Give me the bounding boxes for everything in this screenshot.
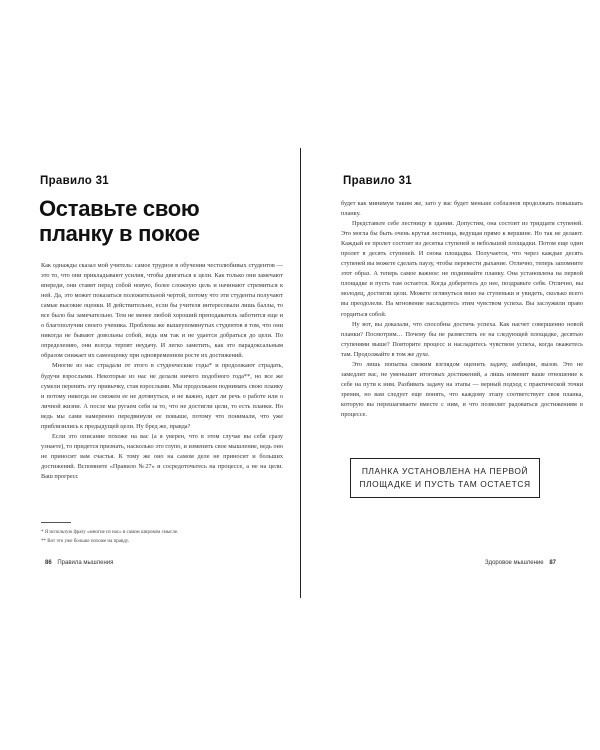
right-page	[301, 0, 600, 750]
page-footer	[485, 560, 560, 566]
page-footer	[41, 560, 113, 566]
footnote-divider	[41, 522, 71, 523]
pull-quote: ПЛАНКА УСТАНОВЛЕНА НА ПЕРВОЙ ПЛОЩАДКЕ И ПУСТЬ ТАМ ОСТАЕТСЯ	[350, 458, 540, 498]
paragraph: Как однажды сказал мой учитель: самое трудное в обучении честолюбивых студентов — это то, что они прикладывают усилия, чтобы двигаться к цели. Как только они замечают впереди, они ставят перед собой новую, более сложную цель и начинают стремиться к ней. Да, это может показаться положительной чертой, потому что эти студенты получают самые высокие оценки. И действительно, если бы учителя интересовали лишь баллы, то все было бы замечательно. Тем не менее любой хороший преподаватель заботится еще и о благополучии своего ученика. Проблема же вышеупомянутых студентов в том, что они никогда не бывают довольны собой, ведь им так и не удается добраться до цели. По определению, они всегда терпят неудачу. И легко заметить, как это парадоксальным образом снижает их самооценку при одновременном росте их достижений.	[41, 262, 283, 360]
paragraph: Это лишь попытка свежим взглядом оценить задачу, амбиции, вызов. Это не замедлит вас, не уменьшит итоговых достижений, а лишь изменит ваше отношение к себе на пути к ним. Разбивать задачу на этапы — верный подход с практической точки зрения, но вам следует еще понять, что каждому этапу соответствует своя планка, которую вы перешагиваете вместе с ним, и что позволит радоваться достижениям в процессе.	[341, 360, 583, 418]
paragraph: Многие из нас страдали от этого в студенческие годы* и продолжают страдать, будучи взрослыми. Некоторые из нас не делали ничего подобного года**, но все же сумели перенять эту привычку, став взрослыми. Мы продолжаем поднимать свою планку и потому никогда не сможем ее не дотянуться, и не важно, идет ли речь о работе или о личной жизни. А после мы ругаем себя за то, что не достигли цели, то есть планки. Но ведь мы сами намеренно передвинули ее повыше, потому что понимали, что уже приблизились к предыдущей цели. Ну бред же, правда?	[41, 362, 283, 430]
paragraph: Ну вот, вы доказали, что способны достичь успеха. Как насчет совершенно новой планки? Посмотрим… Почему бы не разместить ее на следующей площадке, десятью ступенями выше? Повторите процесс и насладитесь чувством успеха, когда окажетесь там. Продолжайте в том же духе.	[341, 320, 583, 358]
page-number: 87	[549, 560, 556, 566]
page-number: 86	[45, 560, 52, 566]
paragraph: Представьте себе лестницу в здании. Допустим, она состоит из тридцати ступеней. Это могла бы быть очень крутая лестница, ведущая прямо к вершине. Но так не делают. Каждый ее пролет состоит из десятка ступеней и небольшой площадки. Потом еще один пролет в десять ступеней. И снова площадка. Получается, что через каждые десять ступеней вы можете сделать паузу, чтобы перевести дыхание. Отлично, теперь запомните этот образ. А теперь самое важное: не поднимайте планку. Она установлена на первой площадке и пусть там остается. Когда доберетесь до нее, поздравьте себя. Отлично, вы молодец, достигли цели. Можете оглянуться вниз на ступеньки и увидеть, сколько всего вы преодолели. На мгновение насладитесь этим чувством успеха. Вы заслужили право гордиться собой.	[341, 220, 583, 318]
page-title: Оставьте свою планку в покое	[39, 196, 200, 246]
paragraph: Если это описание похоже на вас (а я уверен, что в этом случае вы себя сразу узнаете), то придется признать, насколько это глупо, и изменить свое мышление, ведь оно не приносит вам счастья. К тому же оно на самом деле не приносит и больших достижений. Вспомните «Правило №27» и сосредоточьтесь на процессе, а не на цели. Ваш прогресс	[41, 432, 283, 480]
footnote: * Я использую фразу «многие из нас» в самом широком смысле.	[41, 530, 179, 535]
footnote: ** Вот это уже больше похоже на правду.	[41, 539, 129, 544]
footnotes	[41, 528, 281, 546]
chapter-label: Правило 31	[343, 175, 412, 187]
paragraph: будет как минимум таким же, зато у вас будет меньше соблазнов продолжать повышать планку.	[341, 200, 583, 218]
running-title: Здоровое мышление	[484, 560, 544, 566]
running-title: Правила мышления	[57, 560, 114, 566]
chapter-label: Правило 31	[40, 175, 109, 187]
body-text	[41, 261, 283, 482]
body-text	[341, 199, 583, 420]
